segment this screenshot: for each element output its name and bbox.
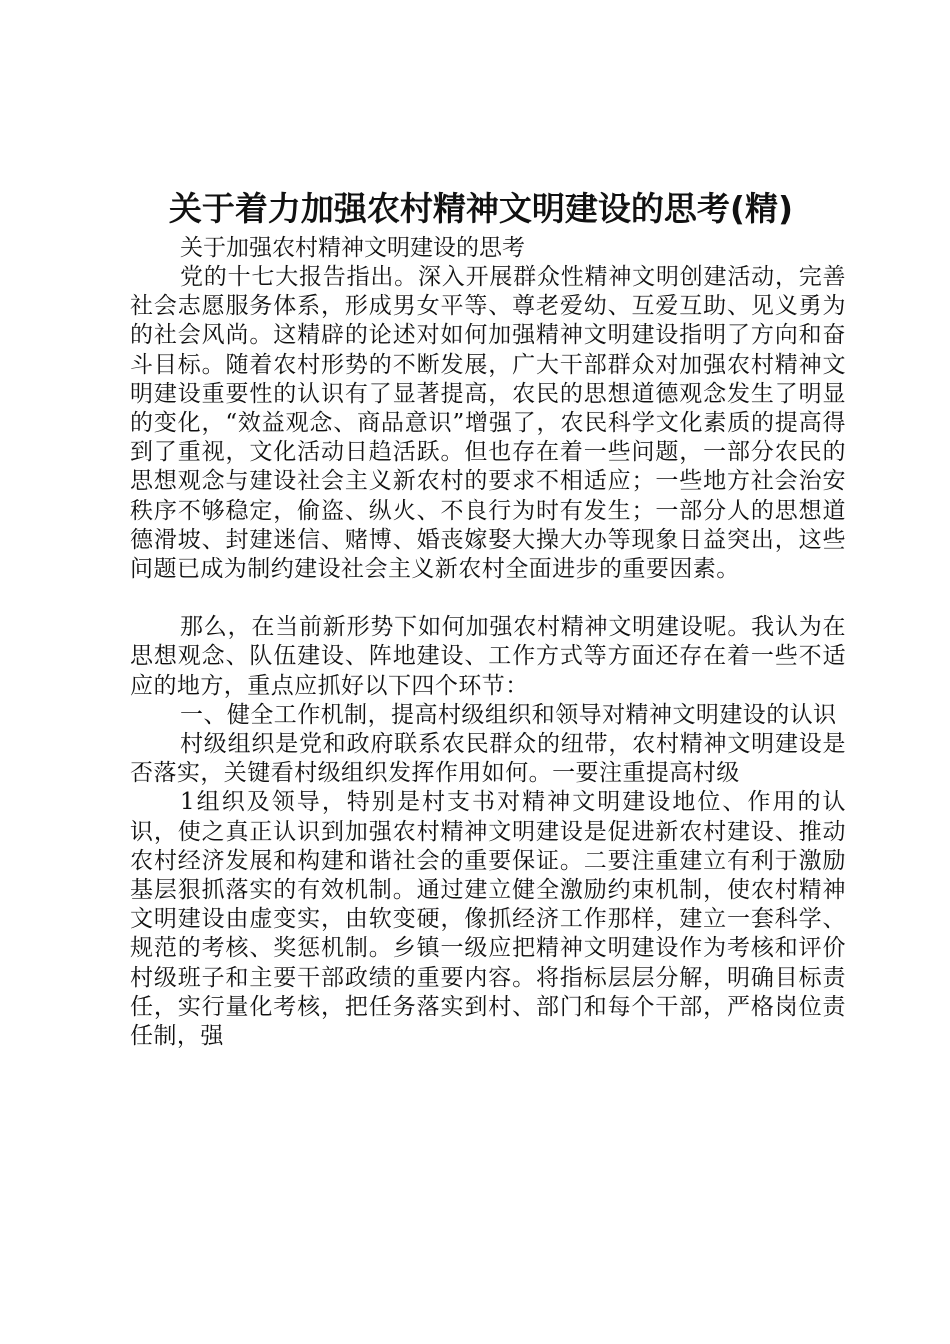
paragraph-village-organization: 村级组织是党和政府联系农民群众的纽带，农村精神文明建设是否落实，关键看村级组织发挥作用如何。一要注重提高村级 [130,731,846,787]
paragraph-mechanism: 1组织及领导，特别是村支书对精神文明建设地位、作用的认识，使之真正认识到加强农村精神文明建设是促进新农村建设、推动农村经济发展和构建和谐社会的重要保证。二要注重建立有利于激励基层狠抓落实的有效机制。通过建立健全激励约束机制，使农村精神文明建设由虚变实，由软变硬，像抓经济工作那样，建立一套科学、规范的考核、奖惩机制。乡镇一级应把精神文明建设作为考核和评价村级班子和主要干部政绩的重要内容。将指标层层分解，明确目标责任，实行量化考核，把任务落实到村、部门和每个干部，严格岗位责任制，强 [130,789,846,1050]
document-page [130,186,846,1051]
section-heading-one: 一、健全工作机制，提高村级组织和领导对精神文明建设的认识 [180,701,837,728]
document-title: 关于着力加强农村精神文明建设的思考(精) [168,189,794,228]
paragraph-question: 那么，在当前新形势下如何加强农村精神文明建设呢。我认为在思想观念、队伍建设、阵地建设、工作方式等方面还存在着一些不适应的地方，重点应抓好以下四个环节： [130,614,846,699]
document-subtitle: 关于加强农村精神文明建设的思考 [180,235,525,261]
paragraph-intro: 党的十七大报告指出。深入开展群众性精神文明创建活动，完善社会志愿服务体系，形成男女平等、尊老爱幼、互爱互助、见义勇为的社会风尚。这精辟的论述对如何加强精神文明建设指明了方向和奋斗目标。随着农村形势的不断发展，广大干部群众对加强农村精神文明建设重要性的认识有了显著提高，农民的思想道德观念发生了明显的变化，“效益观念、商品意识”增强了，农民科学文化素质的提高得到了重视，文化活动日趋活跃。但也存在着一些问题，一部分农民的思想观念与建设社会主义新农村的要求不相适应；一些地方社会治安秩序不够稳定，偷盗、纵火、不良行为时有发生；一部分人的思想道德滑坡、封建迷信、赌博、婚丧嫁娶大操大办等现象日益突出，这些问题已成为制约建设社会主义新农村全面进步的重要因素。 [130,264,846,583]
paragraph-spacer [130,584,846,613]
